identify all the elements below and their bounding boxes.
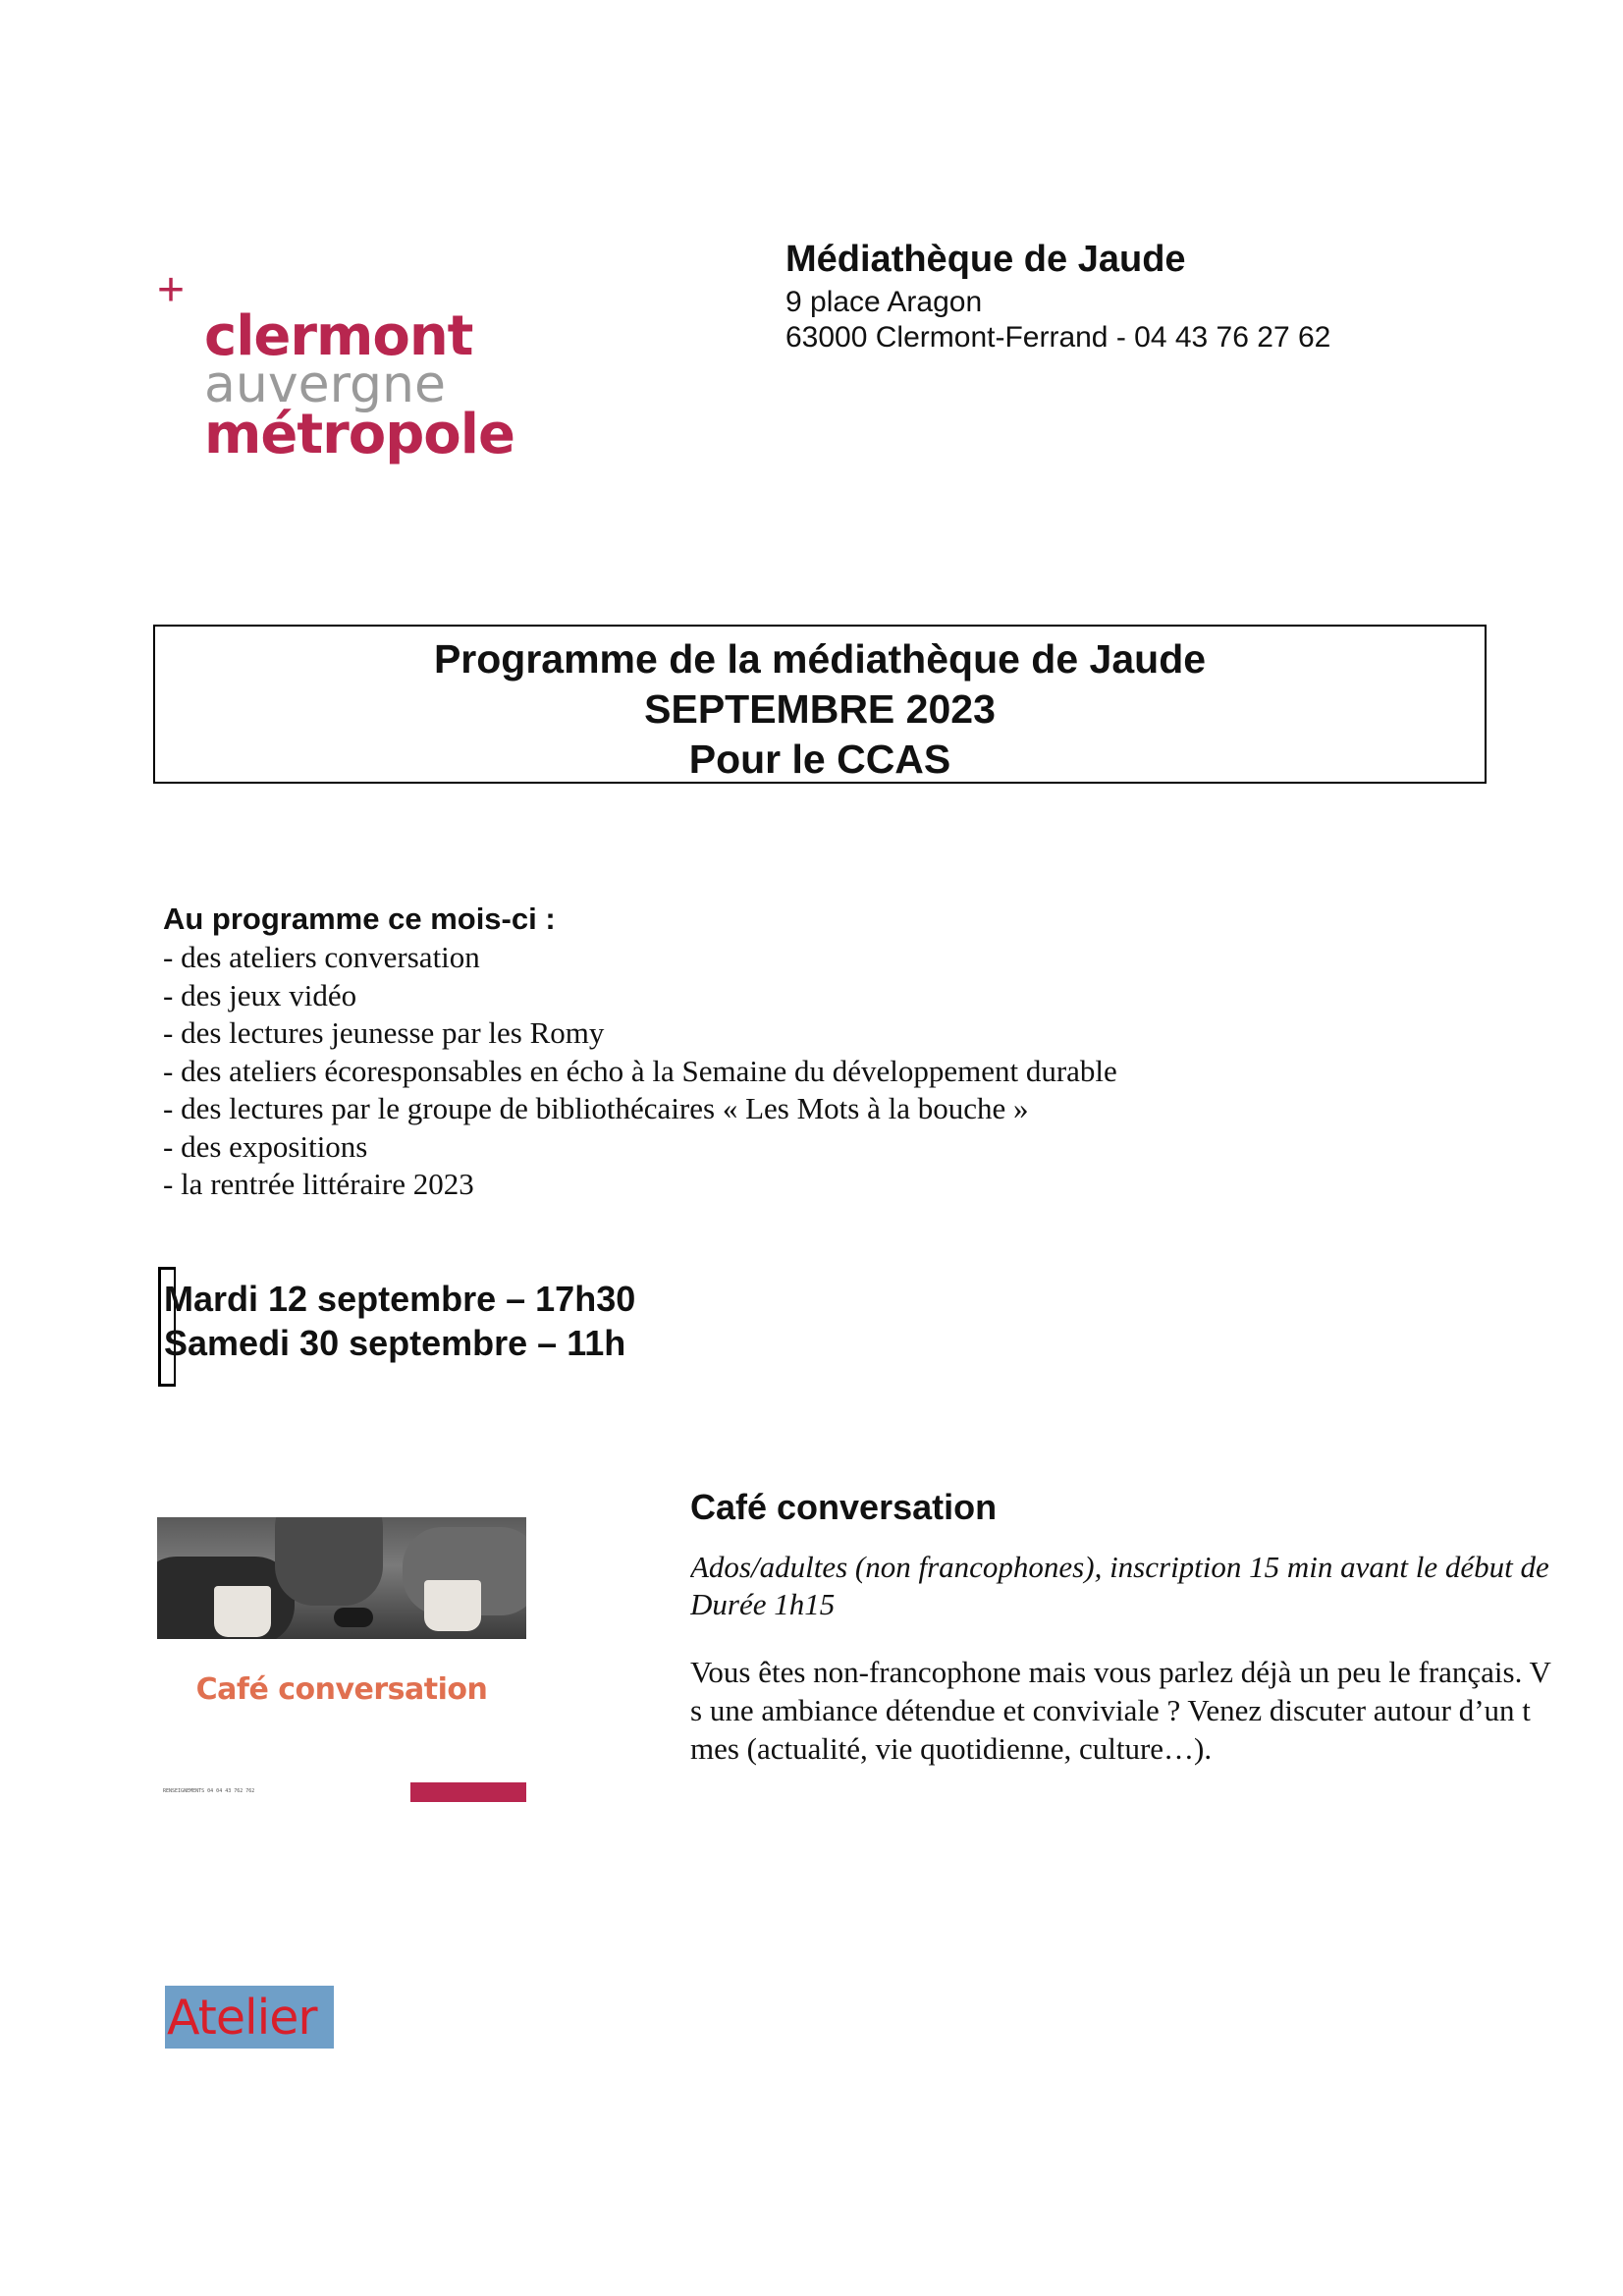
list-item: - des jeux vidéo (163, 977, 357, 1012)
cafe-conversation-poster (157, 1517, 526, 1806)
event-body-line: Vous êtes non-francophone mais vous parlez déjà un peu le français. V (690, 1655, 1551, 1689)
program-title-box (153, 625, 1487, 784)
atelier-section-tag (165, 1986, 334, 2049)
event-duration: Durée 1h15 (690, 1587, 836, 1621)
library-city-phone: 63000 Clermont-Ferrand - 04 43 76 27 62 (785, 321, 1331, 354)
logo-line-clermont: clermont (204, 304, 473, 368)
program-heading: Au programme ce mois-ci : (163, 902, 556, 936)
event-body-line: mes (actualité, vie quotidienne, culture…). (690, 1731, 1213, 1766)
cup-icon (424, 1580, 481, 1631)
event-body-line: s une ambiance détendue et conviviale ? Venez discuter autour d’un t (690, 1693, 1531, 1727)
photo-shape (334, 1608, 373, 1627)
poster-photo (157, 1517, 526, 1639)
library-street: 9 place Aragon (785, 286, 983, 318)
event-dates (164, 1277, 635, 1365)
logo-plus-icon: + (157, 264, 186, 316)
list-item: - des ateliers écoresponsables en écho à la Semaine du développement durable (163, 1053, 1117, 1088)
cup-icon (214, 1586, 271, 1637)
program-title: Programme de la médiathèque de Jaude (433, 636, 1207, 682)
atelier-label: Atelier (167, 1990, 317, 2046)
list-item: - des lectures jeunesse par les Romy (163, 1015, 605, 1050)
logo-line-metropole: métropole (204, 403, 514, 466)
program-summary (163, 900, 1439, 1204)
poster-footer-text: RENSEIGNEMENTS 04 04 43 762 762 (163, 1788, 255, 1794)
program-month: SEPTEMBRE 2023 (644, 686, 996, 732)
photo-shape (275, 1517, 383, 1606)
event-title: Café conversation (690, 1487, 998, 1527)
program-audience: Pour le CCAS (688, 737, 951, 782)
event-date-2: Samedi 30 septembre – 11h (164, 1323, 626, 1363)
event-date-1: Mardi 12 septembre – 17h30 (164, 1279, 636, 1319)
poster-logo-bar (410, 1782, 526, 1802)
list-item: - des ateliers conversation (163, 940, 480, 974)
library-name: Médiathèque de Jaude (785, 239, 1186, 280)
list-item: - la rentrée littéraire 2023 (163, 1167, 474, 1201)
event-audience: Ados/adultes (non francophones), inscription 15 min avant le début de (690, 1550, 1549, 1584)
library-address-block (785, 234, 1532, 355)
poster-title: Café conversation (195, 1672, 488, 1707)
clermont-auvergne-metropole-logo (157, 264, 514, 481)
logo-line-auvergne: auvergne (204, 355, 447, 414)
event-description (690, 1478, 1623, 1768)
list-item: - des expositions (163, 1128, 368, 1164)
list-item: - des lectures par le groupe de bibliothécaires « Les Mots à la bouche » (163, 1091, 1029, 1125)
